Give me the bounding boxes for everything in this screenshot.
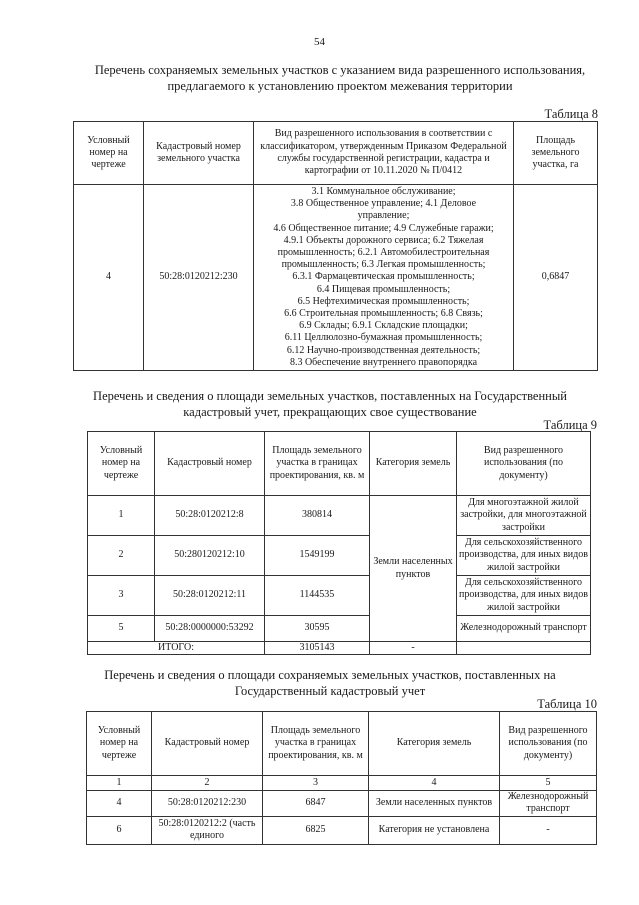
table-row [88, 616, 591, 642]
use-line: промышленность; 6.3 Легкая промышленность; [281, 259, 486, 271]
table-9-heading [60, 388, 600, 420]
table-9-cell-cadastral: 50:28:0120212:11 [155, 576, 265, 616]
table-9-cell-area: 1549199 [265, 536, 370, 576]
table-9-label: Таблица 9 [543, 418, 597, 432]
table-row [88, 536, 591, 576]
table-9-cell-area: 1144535 [265, 576, 370, 616]
table-10-cell-cadastral: 50:28:0120212:2 (часть единого [152, 816, 263, 844]
table-10-header-category: Категория земель [369, 712, 500, 776]
table-10-cell-category: Земли населенных пунктов [369, 791, 500, 817]
table-10-header-row [87, 712, 597, 776]
use-line: 8.3 Обеспечение внутреннего правопорядка [289, 356, 478, 368]
use-line: 6.4 Пищевая промышленность; [316, 283, 451, 295]
table-10 [86, 711, 597, 845]
table-8-cell-num: 4 [74, 185, 144, 371]
table-10-cell-num: 4 [87, 791, 152, 817]
table-10-cell-num: 6 [87, 816, 152, 844]
table-8-cell-uses [254, 185, 514, 371]
page-number: 54 [314, 36, 325, 48]
table-8-heading-line-1: Перечень сохраняемых земельных участков с указанием вида разрешенного использования, [94, 63, 586, 77]
table-8-header-use: Вид разрешенного использования в соответствии с классификатором, утвержденным Приказом Федеральной службы государственной регистрации, кадастра и картографии от 10.11.2020 № П/0412 [254, 122, 514, 185]
table-9-total-label: ИТОГО: [88, 642, 265, 655]
table-9-cell-use: Железнодорожный транспорт [457, 616, 591, 642]
table-9-cell-use: Для многоэтажной жилой застройки, для многоэтажной застройки [457, 496, 591, 536]
use-line: 4.9.1 Объекты дорожного сервиса; 6.2 Тяжелая [283, 234, 484, 246]
col-number: 5 [500, 776, 597, 791]
col-number: 3 [263, 776, 369, 791]
table-8-heading-line-2: предлагаемого к установлению проектом межевания территории [167, 79, 513, 93]
table-10-header-area: Площадь земельного участка в границах проектирования, кв. м [263, 712, 369, 776]
table-10-heading [60, 667, 600, 699]
table-row [87, 791, 597, 817]
table-10-header-use: Вид разрешенного использования (по документу) [500, 712, 597, 776]
table-9-cell-cadastral: 50:28:0000000:53292 [155, 616, 265, 642]
table-10-cell-category: Категория не установлена [369, 816, 500, 844]
table-9-cell-use: Для сельскохозяйственного производства, для иных видов жилой застройки [457, 576, 591, 616]
table-9-total-dash: - [370, 642, 457, 655]
table-10-header-num: Условный номер на чертеже [87, 712, 152, 776]
use-line: 6.9 Склады; 6.9.1 Складские площадки; [299, 320, 468, 332]
col-number: 2 [152, 776, 263, 791]
use-line: 3.1 Коммунальное обслуживание; [311, 185, 456, 197]
table-row [74, 185, 598, 371]
table-10-label: Таблица 10 [537, 697, 597, 711]
table-9-cell-area: 30595 [265, 616, 370, 642]
table-10-cell-area: 6847 [263, 791, 369, 817]
table-9-total-value: 3105143 [265, 642, 370, 655]
use-line: промышленность; 6.2.1 Автомобилестроительная [277, 246, 490, 258]
table-8-label: Таблица 8 [544, 107, 598, 121]
table-9-total-empty [457, 642, 591, 655]
use-line: 6.12 Научно-производственная деятельность; [286, 344, 481, 356]
table-10-cell-area: 6825 [263, 816, 369, 844]
table-8 [73, 121, 598, 371]
table-10-cell-use: Железнодорожный транспорт [500, 791, 597, 817]
use-line: 4.6 Общественное питание; 4.9 Служебные гаражи; [273, 222, 494, 234]
table-9-heading-line-1: Перечень и сведения о площади земельных участков, поставленных на Государственный [93, 389, 567, 403]
table-9-header-use: Вид разрешенного использования (по документу) [457, 432, 591, 496]
table-9-cell-cadastral: 50:28:0120212:8 [155, 496, 265, 536]
table-8-cell-area: 0,6847 [514, 185, 598, 371]
table-9-header-area: Площадь земельного участка в границах проектирования, кв. м [265, 432, 370, 496]
table-8-cell-cadastral: 50:28:0120212:230 [144, 185, 254, 371]
table-8-header-num: Условный номер на чертеже [74, 122, 144, 185]
table-8-header-row [74, 122, 598, 185]
use-line: 6.11 Целлюлозно-бумажная промышленность; [284, 332, 483, 344]
table-9-cell-num: 3 [88, 576, 155, 616]
table-10-header-cadastral: Кадастровый номер [152, 712, 263, 776]
use-line: 3.8 Общественное управление; 4.1 Деловое [290, 198, 477, 210]
use-line: 6.5 Нефтехимическая промышленность; [297, 295, 470, 307]
table-row [88, 576, 591, 616]
table-9-cell-cadastral: 50:280120212:10 [155, 536, 265, 576]
table-9-cell-use: Для сельскохозяйственного производства, для иных видов жилой застройки [457, 536, 591, 576]
table-row [88, 496, 591, 536]
table-10-col-numbers-row [87, 776, 597, 791]
table-9-cell-num: 1 [88, 496, 155, 536]
table-9-header-cadastral: Кадастровый номер [155, 432, 265, 496]
table-9-header-num: Условный номер на чертеже [88, 432, 155, 496]
table-9-header-row [88, 432, 591, 496]
table-row [87, 816, 597, 844]
col-number: 4 [369, 776, 500, 791]
table-9-total-row [88, 642, 591, 655]
use-line: управление; [357, 210, 410, 222]
table-9-header-category: Категория земель [370, 432, 457, 496]
use-line: 6.6 Строительная промышленность; 6.8 Связь; [284, 308, 483, 319]
table-8-header-area: Площадь земельного участка, га [514, 122, 598, 185]
table-9-cell-num: 5 [88, 616, 155, 642]
table-10-cell-use: - [500, 816, 597, 844]
table-9-heading-line-2: кадастровый учет, прекращающих свое существование [183, 405, 477, 419]
table-8-heading [60, 62, 620, 94]
table-9-cell-area: 380814 [265, 496, 370, 536]
table-10-cell-cadastral: 50:28:0120212:230 [152, 791, 263, 817]
table-8-header-cadastral: Кадастровый номер земельного участка [144, 122, 254, 185]
table-10-heading-line-1: Перечень и сведения о площади сохраняемых земельных участков, поставленных на [104, 668, 556, 682]
col-number: 1 [87, 776, 152, 791]
use-line: 6.3.1 Фармацевтическая промышленность; [292, 271, 475, 283]
table-9-cell-num: 2 [88, 536, 155, 576]
table-10-heading-line-2: Государственный кадастровый учет [234, 684, 426, 698]
table-9-cell-category: Земли населенных пунктов [370, 496, 457, 642]
table-9 [87, 431, 591, 655]
